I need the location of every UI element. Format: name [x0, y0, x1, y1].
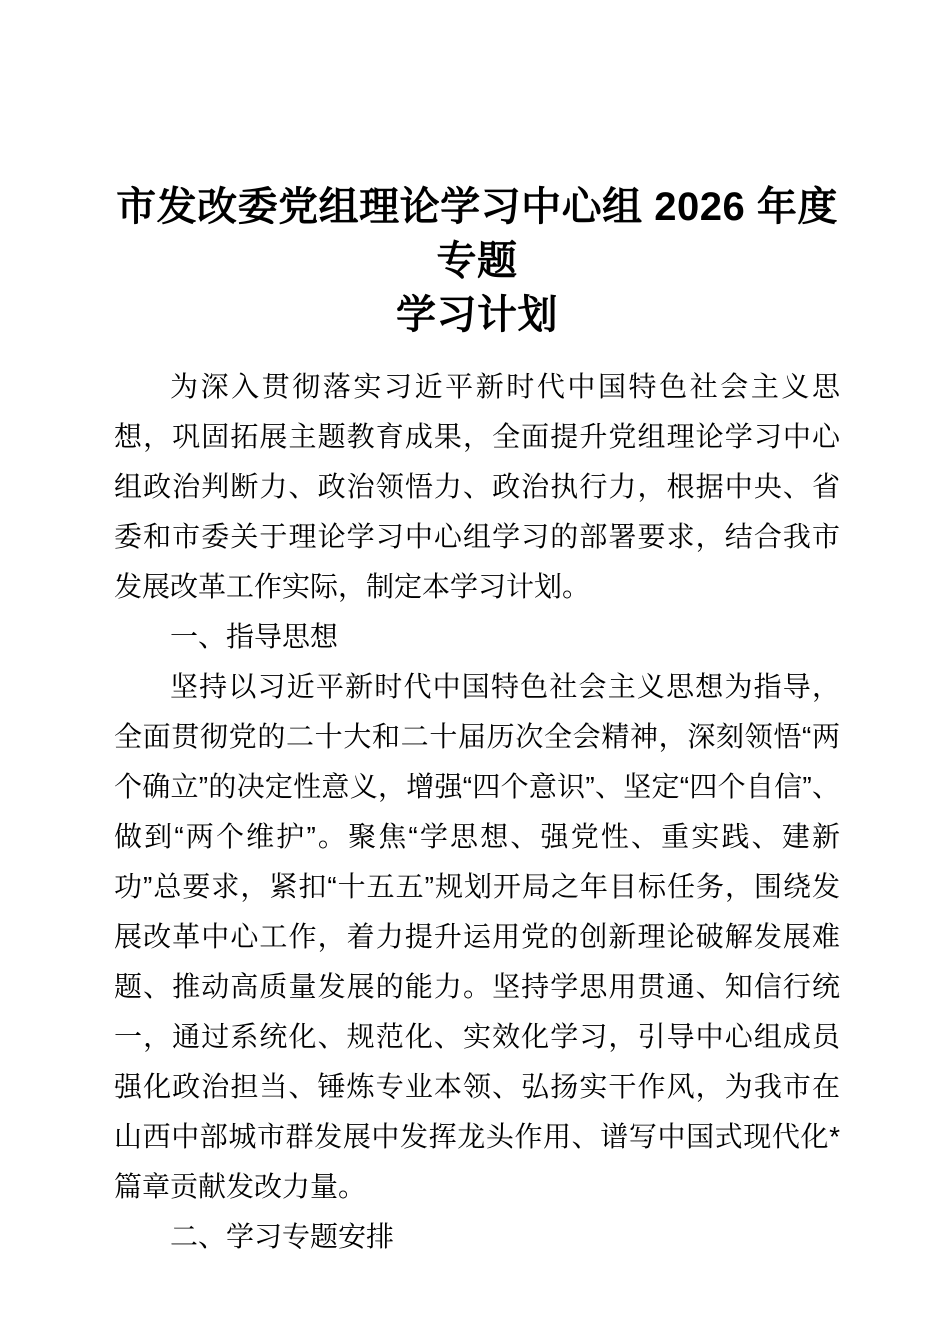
section-heading-study-topics: 二、学习专题安排 — [170, 1221, 395, 1252]
section-heading-guiding-ideology: 一、指导思想 — [170, 621, 339, 652]
document-title — [114, 180, 840, 342]
paragraph-guiding-ideology: 坚持以习近平新时代中国特色社会主义思想为指导，全面贯彻党的二十大和二十届历次全会精神，深刻领悟“两个确立”的决定性意义，增强“四个意识”、坚定“四个自信”、做到“两个维护”。聚焦“学思想、强党性、重实践、建新功”总要求，紧扣“十五五”规划开局之年目标任务，围绕发展改革中心工作，着力提升运用党的创新理论破解发展难题、推动高质量发展的能力。坚持学思用贯通、知信行统一，通过系统化、规范化、实效化学习，引导中心组成员强化政治担当、锤炼专业本领、弘扬实干作风，为我市在山西中部城市群发展中发挥龙头作用、谱写中国式现代化*篇章贡献发改力量。 — [114, 671, 840, 1202]
paragraph-introduction: 为深入贯彻落实习近平新时代中国特色社会主义思想，巩固拓展主题教育成果，全面提升党组理论学习中心组政治判断力、政治领悟力、政治执行力，根据中央、省委和市委关于理论学习中心组学习的部署要求，结合我市发展改革工作实际，制定本学习计划。 — [114, 371, 840, 602]
document-title-line1: 市发改委党组理论学习中心组 2026 年度专题 — [116, 185, 838, 283]
document-title-line2: 学习计划 — [396, 293, 558, 337]
